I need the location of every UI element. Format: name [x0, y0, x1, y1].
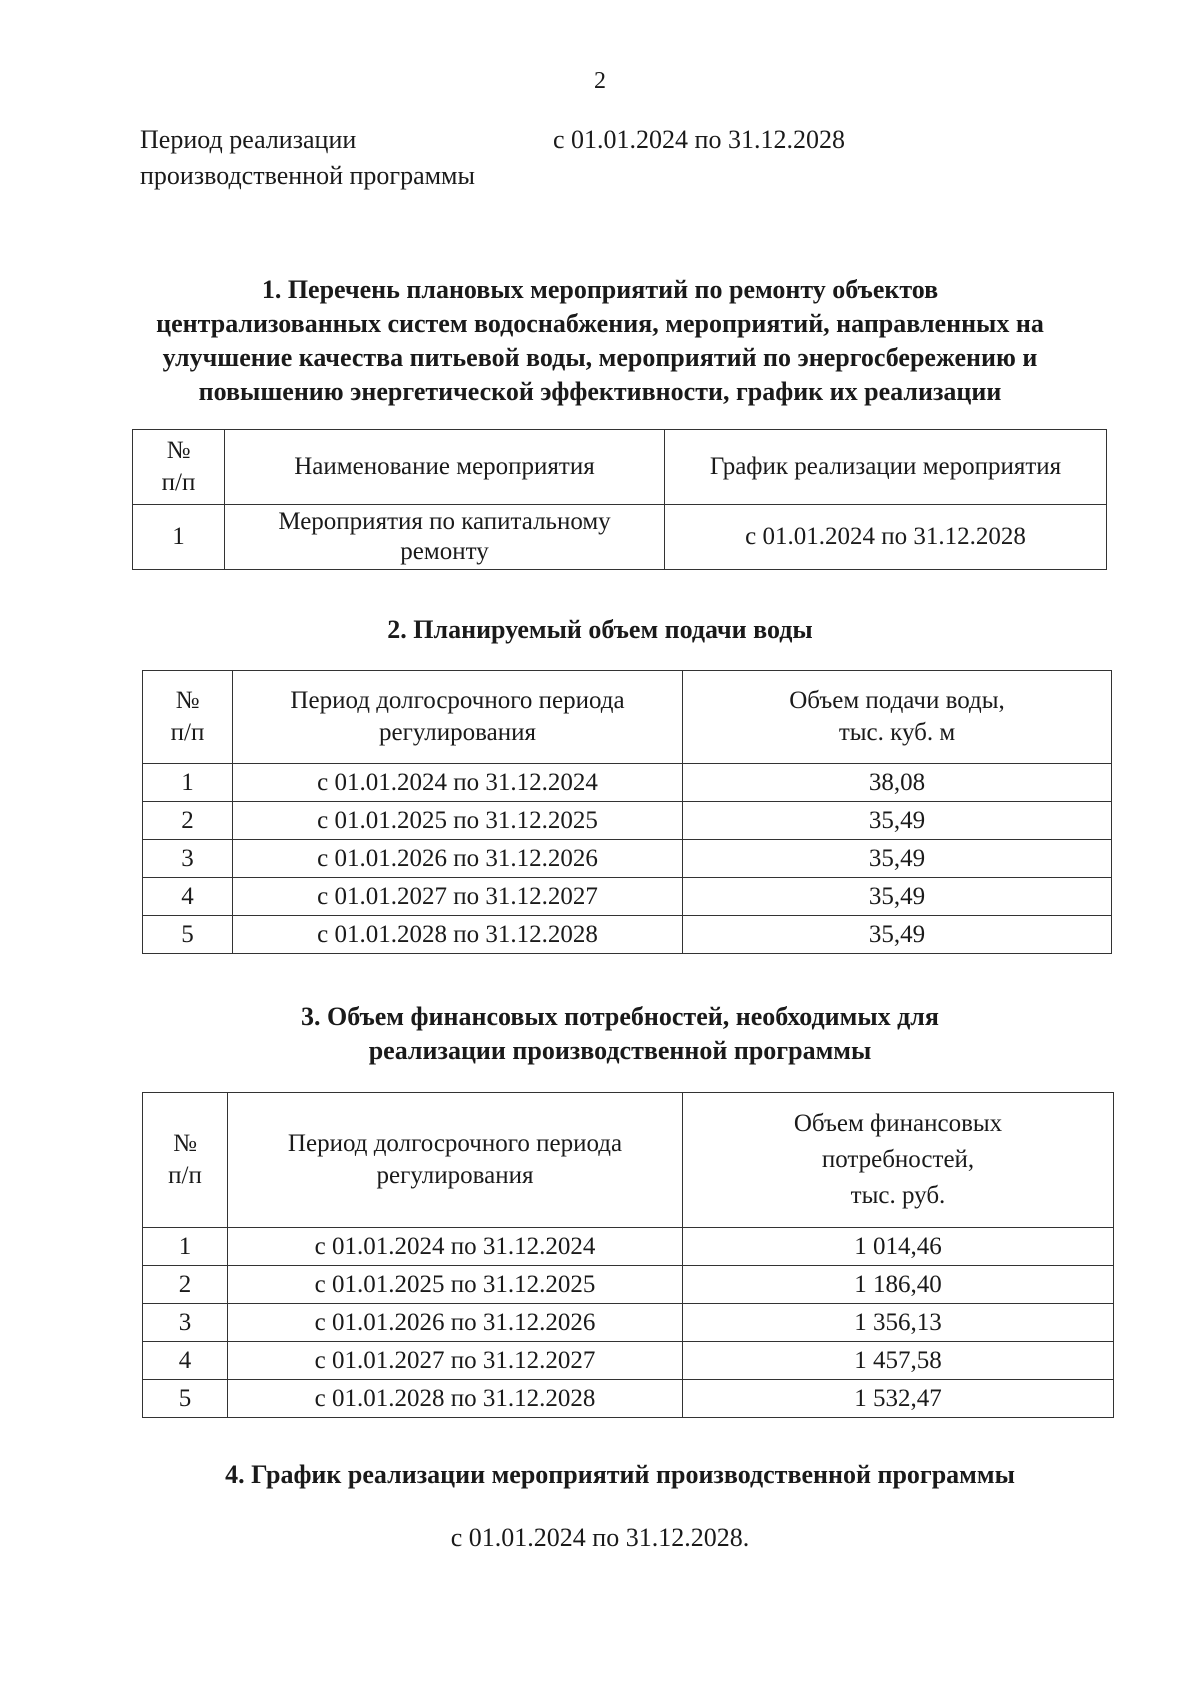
cell-value: 35,49: [683, 840, 1112, 878]
section3-title-line2: реализации производственной программы: [368, 1036, 872, 1065]
cell-num: 5: [143, 916, 233, 954]
cell-period: с 01.01.2028 по 31.12.2028: [233, 916, 683, 954]
header-period-line2: регулирования: [379, 719, 536, 746]
header-volume-line2: тыс. куб. м: [838, 719, 956, 746]
table-header-row: [143, 671, 1112, 764]
section1-title: [0, 273, 1200, 409]
period-label-line2: производственной программы: [140, 161, 475, 190]
cell-period: с 01.01.2026 по 31.12.2026: [228, 1304, 683, 1342]
cell-value: 1 014,46: [683, 1228, 1114, 1266]
table-row: [143, 1380, 1114, 1418]
header-num-line1: №: [173, 1130, 197, 1157]
table-row: [143, 1266, 1114, 1304]
cell-period: с 01.01.2027 по 31.12.2027: [233, 878, 683, 916]
header-num-line2: п/п: [161, 469, 196, 496]
cell-num: 2: [143, 802, 233, 840]
cell-num: 1: [143, 764, 233, 802]
cell-num: 3: [143, 1304, 228, 1342]
cell-schedule: с 01.01.2024 по 31.12.2028: [665, 505, 1107, 570]
header-num-line2: п/п: [168, 1162, 202, 1189]
cell-num: 4: [143, 1342, 228, 1380]
table-row: [143, 764, 1112, 802]
section1-title-line: улучшение качества питьевой воды, мероприятий по энергосбережению и: [162, 343, 1038, 372]
cell-value: 1 186,40: [683, 1266, 1114, 1304]
financial-needs-table: [142, 1092, 1114, 1418]
section1-title-line: 1. Перечень плановых мероприятий по ремонту объектов: [261, 275, 939, 304]
header-volume: [683, 671, 1112, 764]
cell-num: 5: [143, 1380, 228, 1418]
table-header-row: [143, 1093, 1114, 1228]
page-number: 2: [594, 68, 606, 94]
cell-value: 35,49: [683, 916, 1112, 954]
header-volume-line1: Объем подачи воды,: [789, 687, 1005, 714]
table-row: [143, 1342, 1114, 1380]
section2-title: 2. Планируемый объем подачи воды: [387, 615, 813, 644]
period-label: [140, 122, 475, 194]
header-financial-line3: тыс. руб.: [850, 1182, 946, 1209]
section1-title-line: повышению энергетической эффективности, график их реализации: [198, 377, 1002, 406]
table-row: [133, 505, 1107, 570]
table-header-row: [133, 430, 1107, 505]
header-num-line2: п/п: [170, 719, 205, 746]
cell-period: с 01.01.2025 по 31.12.2025: [233, 802, 683, 840]
header-period: [228, 1093, 683, 1228]
header-num-line1: №: [175, 687, 200, 714]
cell-name: Мероприятия по капитальному ремонту: [225, 505, 665, 570]
cell-value: 1 532,47: [683, 1380, 1114, 1418]
cell-value: 38,08: [683, 764, 1112, 802]
header-schedule: График реализации мероприятия: [665, 430, 1107, 505]
section3-title: [20, 1000, 1200, 1068]
section3-title-line1: 3. Объем финансовых потребностей, необходимых для: [301, 1002, 939, 1031]
cell-value: 35,49: [683, 878, 1112, 916]
period-value: с 01.01.2024 по 31.12.2028: [553, 125, 845, 154]
table-row: [143, 916, 1112, 954]
table-row: [143, 840, 1112, 878]
header-num-line1: №: [166, 437, 191, 464]
header-financial-line2: потребностей,: [821, 1146, 975, 1173]
header-financial: [683, 1093, 1114, 1228]
period-label-line1: Период реализации: [140, 125, 357, 154]
header-period-line2: регулирования: [376, 1162, 534, 1189]
table-row: [143, 1228, 1114, 1266]
cell-value: 1 356,13: [683, 1304, 1114, 1342]
header-period: [233, 671, 683, 764]
section4-title: 4. График реализации мероприятий производственной программы: [225, 1460, 1015, 1489]
cell-period: с 01.01.2027 по 31.12.2027: [228, 1342, 683, 1380]
header-num: [133, 430, 225, 505]
header-num: [143, 671, 233, 764]
header-name: Наименование мероприятия: [225, 430, 665, 505]
cell-num: 1: [143, 1228, 228, 1266]
cell-num: 1: [133, 505, 225, 570]
cell-period: с 01.01.2024 по 31.12.2024: [228, 1228, 683, 1266]
cell-num: 3: [143, 840, 233, 878]
cell-period: с 01.01.2024 по 31.12.2024: [233, 764, 683, 802]
header-num: [143, 1093, 228, 1228]
header-financial-line1: Объем финансовых: [793, 1110, 1003, 1137]
cell-value: 1 457,58: [683, 1342, 1114, 1380]
cell-period: с 01.01.2026 по 31.12.2026: [233, 840, 683, 878]
header-period-line1: Период долгосрочного периода: [290, 687, 625, 714]
cell-period: с 01.01.2025 по 31.12.2025: [228, 1266, 683, 1304]
cell-num: 4: [143, 878, 233, 916]
cell-period: с 01.01.2028 по 31.12.2028: [228, 1380, 683, 1418]
header-period-line1: Период долгосрочного периода: [287, 1130, 623, 1157]
water-volume-table: [142, 670, 1112, 954]
section4-period: с 01.01.2024 по 31.12.2028.: [450, 1523, 750, 1552]
cell-num: 2: [143, 1266, 228, 1304]
cell-value: 35,49: [683, 802, 1112, 840]
section1-title-line: централизованных систем водоснабжения, мероприятий, направленных на: [156, 309, 1044, 338]
table-row: [143, 1304, 1114, 1342]
table-row: [143, 878, 1112, 916]
table-row: [143, 802, 1112, 840]
activities-table: [132, 429, 1107, 570]
